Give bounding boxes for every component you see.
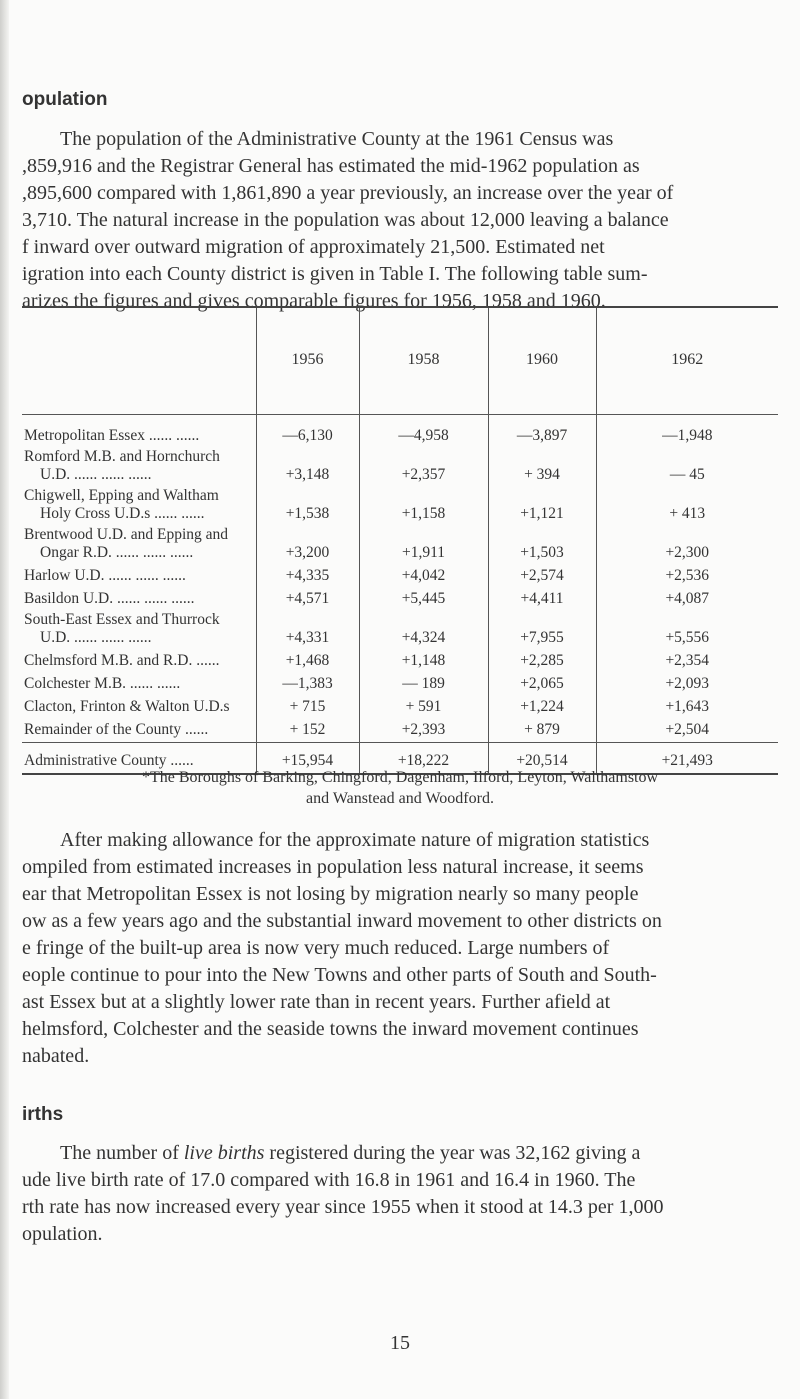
paragraph-line: ,859,916 and the Registrar General has estimated the mid-1962 population as — [22, 155, 640, 177]
table-footnote — [22, 767, 778, 809]
paragraph-line: igration into each County district is given in Table I. The following table sum- — [22, 263, 648, 285]
table-cell: + 152 — [256, 719, 359, 743]
table-cell: +1,148 — [359, 650, 488, 673]
row-label-line: Brentwood U.D. and Epping and — [24, 526, 229, 543]
paragraph-line: rth rate has now increased every year since 1955 when it stood at 14.3 per 1,000 — [22, 1196, 664, 1218]
table-cell: +2,574 — [488, 565, 596, 588]
table-cell: +7,955 — [488, 611, 596, 650]
table-cell: +2,393 — [359, 719, 488, 743]
table-cell: + 413 — [596, 487, 778, 526]
table-cell: +15,954 — [256, 743, 359, 775]
table-cell: —1,383 — [256, 673, 359, 696]
table-cell: —1,948 — [596, 415, 778, 449]
row-label-line: Romford M.B. and Hornchurch — [24, 448, 220, 465]
table-header-row — [22, 307, 778, 415]
row-label — [22, 565, 256, 588]
page-spine-shadow — [0, 0, 9, 1399]
table-cell: +2,285 — [488, 650, 596, 673]
table-cell: +3,200 — [256, 526, 359, 565]
row-label-line: Basildon U.D. ...... ...... ...... — [24, 590, 195, 607]
row-label — [22, 588, 256, 611]
table-row — [22, 719, 778, 743]
row-label: Administrative County ...... — [22, 743, 256, 775]
table-cell: +4,042 — [359, 565, 488, 588]
header-cell-1962: 1962 — [596, 307, 778, 415]
table-row — [22, 588, 778, 611]
table-cell: +20,514 — [488, 743, 596, 775]
table-cell: —4,958 — [359, 415, 488, 449]
table-cell: +3,148 — [256, 448, 359, 487]
table-cell: +2,093 — [596, 673, 778, 696]
page-number: 15 — [390, 1332, 410, 1354]
table-cell: +21,493 — [596, 743, 778, 775]
paragraph-line: opulation. — [22, 1223, 103, 1245]
table-cell: +1,224 — [488, 696, 596, 719]
paragraph-line: eople continue to pour into the New Towns and other parts of South and South- — [22, 964, 657, 986]
table-cell: +1,911 — [359, 526, 488, 565]
footnote-line: and Wanstead and Woodford. — [306, 790, 494, 807]
table-cell: +1,158 — [359, 487, 488, 526]
row-label-line: Ongar R.D. ...... ...... ...... — [40, 544, 194, 561]
header-cell-1960: 1960 — [488, 307, 596, 415]
table-cell: + 591 — [359, 696, 488, 719]
table-cell: + 715 — [256, 696, 359, 719]
row-label-line: Colchester M.B. ...... ...... — [24, 675, 181, 692]
paragraph-line: f inward over outward migration of approximately 21,500. Estimated net — [22, 236, 605, 258]
row-label-line: Clacton, Frinton & Walton U.D.s — [24, 698, 230, 715]
table-row — [22, 696, 778, 719]
paragraph-line: arizes the figures and gives comparable figures for 1956, 1958 and 1960. — [22, 290, 606, 312]
table-row — [22, 673, 778, 696]
table-cell: —6,130 — [256, 415, 359, 449]
paragraph-line: ,895,600 compared with 1,861,890 a year previously, an increase over the year of — [22, 182, 674, 204]
table-row — [22, 526, 778, 565]
table-cell: +1,468 — [256, 650, 359, 673]
row-label — [22, 611, 256, 650]
live-births-emphasis: live births — [183, 1142, 265, 1164]
table-cell: +4,411 — [488, 588, 596, 611]
table-row — [22, 565, 778, 588]
table-cell: +4,335 — [256, 565, 359, 588]
row-label — [22, 719, 256, 743]
table-cell: +2,504 — [596, 719, 778, 743]
row-label — [22, 673, 256, 696]
paragraph-line: nabated. — [22, 1045, 90, 1067]
header-cell-1958: 1958 — [359, 307, 488, 415]
table-row — [22, 448, 778, 487]
table-cell: +5,445 — [359, 588, 488, 611]
paragraph-line: ude live birth rate of 17.0 compared with 16.8 in 1961 and 16.4 in 1960. The — [22, 1169, 636, 1191]
header-cell-blank — [22, 307, 256, 415]
row-label — [22, 526, 256, 565]
table-cell: +4,571 — [256, 588, 359, 611]
table-row — [22, 487, 778, 526]
table-cell: +4,087 — [596, 588, 778, 611]
table-cell: +2,354 — [596, 650, 778, 673]
row-label-line: U.D. ...... ...... ...... — [40, 466, 152, 483]
table-cell: +5,556 — [596, 611, 778, 650]
table-cell: +2,065 — [488, 673, 596, 696]
row-label — [22, 487, 256, 526]
births-paragraph — [22, 1140, 782, 1248]
table-cell: + 394 — [488, 448, 596, 487]
births-text: The number of — [60, 1142, 184, 1164]
migration-paragraph — [22, 827, 782, 1070]
table-cell: +2,536 — [596, 565, 778, 588]
table-cell: +4,331 — [256, 611, 359, 650]
births-text: registered during the year was 32,162 giving a — [264, 1142, 641, 1164]
row-label-line: Remainder of the County ...... — [24, 721, 209, 738]
table-cell: +2,300 — [596, 526, 778, 565]
table-cell: +1,503 — [488, 526, 596, 565]
footnote-line: *The Boroughs of Barking, Chingford, Dagenham, Ilford, Leyton, Walthamstow — [141, 769, 659, 786]
section-heading-population: opulation — [22, 89, 108, 110]
paragraph-line: The population of the Administrative County at the 1961 Census was — [60, 128, 614, 150]
row-label-line: Harlow U.D. ...... ...... ...... — [24, 567, 186, 584]
row-label — [22, 650, 256, 673]
row-label-line: South-East Essex and Thurrock — [24, 611, 220, 628]
table-cell: +1,643 — [596, 696, 778, 719]
migration-summary-table — [22, 306, 778, 775]
table-cell: +4,324 — [359, 611, 488, 650]
table-row — [22, 650, 778, 673]
population-paragraph — [22, 126, 782, 315]
row-label-line: Chigwell, Epping and Waltham — [24, 487, 219, 504]
table-cell: —3,897 — [488, 415, 596, 449]
paragraph-line: After making allowance for the approximate nature of migration statistics — [60, 829, 650, 851]
table-row — [22, 415, 778, 449]
table-cell: +2,357 — [359, 448, 488, 487]
paragraph-line: ear that Metropolitan Essex is not losing by migration nearly so many people — [22, 883, 639, 905]
paragraph-line: ompiled from estimated increases in population less natural increase, it seems — [22, 856, 644, 878]
row-label-line: Chelmsford M.B. and R.D. ...... — [24, 652, 220, 669]
paragraph-line: 3,710. The natural increase in the population was about 12,000 leaving a balance — [22, 209, 669, 231]
row-label — [22, 415, 256, 449]
paragraph-line — [22, 1140, 782, 1167]
section-heading-births: irths — [22, 1104, 64, 1125]
table-row — [22, 611, 778, 650]
row-label-line: U.D. ...... ...... ...... — [40, 629, 152, 646]
paragraph-line: e fringe of the built-up area is now very much reduced. Large numbers of — [22, 937, 610, 959]
paragraph-line: helmsford, Colchester and the seaside towns the inward movement continues — [22, 1018, 639, 1040]
paragraph-line: ast Essex but at a slightly lower rate than in recent years. Further afield at — [22, 991, 611, 1013]
table-cell: +1,121 — [488, 487, 596, 526]
table-cell: — 45 — [596, 448, 778, 487]
table-cell: +1,538 — [256, 487, 359, 526]
table-cell: — 189 — [359, 673, 488, 696]
table-cell: +18,222 — [359, 743, 488, 775]
table-cell: + 879 — [488, 719, 596, 743]
row-label — [22, 448, 256, 487]
row-label-line: Metropolitan Essex ...... ...... — [24, 427, 200, 444]
row-label — [22, 696, 256, 719]
paragraph-line: ow as a few years ago and the substantial inward movement to other districts on — [22, 910, 662, 932]
row-label-line: Holy Cross U.D.s ...... ...... — [40, 505, 205, 522]
header-cell-1956: 1956 — [256, 307, 359, 415]
